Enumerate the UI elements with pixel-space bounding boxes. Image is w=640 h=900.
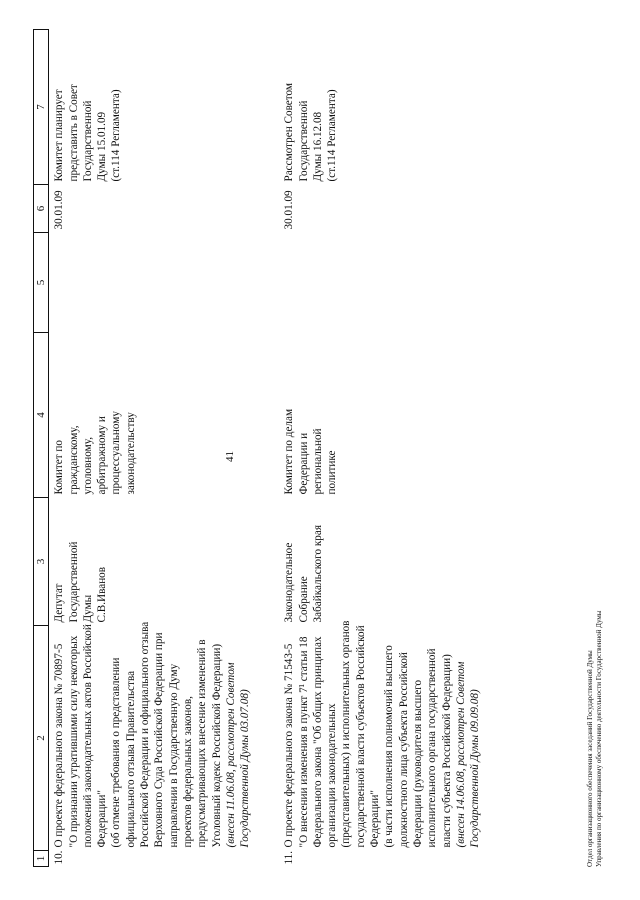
footer-line: Управления по организационному обеспечению деятельности Государственной Думы [595,610,603,867]
initiator-line: С.В.Иванов [96,566,109,623]
initiator-line: Законодательное [283,542,296,623]
status [276,30,482,185]
description-line: предусматривающих внесение изменений в [196,639,209,848]
table-header-row [34,30,49,867]
initiator-line: Депутат [53,583,66,623]
description-line: О проекте федерального закона № 71543-5 [283,643,296,848]
description-line: исполнительного органа государственной [426,648,439,848]
column-header: 6 [34,185,49,233]
status-line: (ст.114 Регламента) [110,89,123,182]
description-line: государственной власти субъектов Российской [354,625,367,848]
row-number: 11. [283,850,296,865]
column-header: 3 [34,498,49,626]
page-footer [586,611,604,867]
table-row [276,30,482,867]
committee-line: региональной [311,428,324,495]
committee-line: Комитет по делам [283,408,296,495]
submission-note: (внесен 14.06.08, рассмотрен Советом [454,661,467,848]
description-line: (об отмене требования о представлении [110,657,123,848]
table-row [49,30,277,867]
status-line: Думы 16.12.08 [311,111,324,182]
initiator [49,498,277,626]
committee-line: политике [326,450,339,495]
description-line: (представительных) и исполнительных органов [340,620,353,848]
status-line: (ст.114 Регламента) [326,89,339,182]
submission-note: (внесен 11.06.08, рассмотрен Советом [224,662,237,848]
bill-description [276,620,482,851]
description-line: (в части исполнения полномочий высшего [383,645,396,848]
column-5-cell [276,233,482,333]
page-number: 41 [224,451,236,462]
status-line: Думы 15.01.09 [96,111,109,182]
bill-description [49,621,277,851]
footer-line: Отдел организационного обеспечения заседаний Государственной Думы [586,650,594,867]
committee-line: законодательству [124,412,137,495]
description-line: Федерации" [96,790,109,848]
bills-table [33,29,482,867]
description-line: Федерации" [369,790,382,848]
initiator-line: Государственной [67,541,80,623]
column-header: 1 [34,851,49,867]
description-line: власти субъекта Российской Федерации) [440,654,453,848]
description-line: "О внесении изменения в пункт 7¹ статьи 18 [297,636,310,848]
description-line: Уголовный кодекс Российской Федерации) [210,643,223,848]
submission-note: Государственной Думы 03.07.08) [239,689,252,848]
column-header: 4 [34,333,49,498]
description-line: Федерации (руководителя высшего [411,679,424,848]
committee-line: арбитражному и [96,416,109,495]
description-line: Российской Федерации и официального отзыва [139,621,152,848]
status-line: Государственной [81,100,94,182]
committee-line: уголовному, [81,436,94,495]
committee-line: Комитет по [53,440,66,495]
status [49,30,277,185]
description-line: Верховного Суда Российской Федерации при [153,632,166,848]
committee-line: процессуальному [110,411,123,495]
committee-line: гражданскому, [67,425,80,495]
status-line: Рассмотрен Советом [283,83,296,182]
status-line: Комитет планирует [53,89,66,182]
description-line: О проекте федерального закона № 70897-5 [53,643,66,848]
status-line: Государственной [297,100,310,182]
committee [276,333,482,498]
submission-note: Государственной Думы 09.09.08) [469,689,482,848]
description-line: положений законодательных актов Российской [81,624,94,848]
initiator-line: Думы [81,594,94,623]
date: 30.01.09 [53,190,66,230]
description-line: официального отзыва Правительства [124,670,137,848]
description-line: организации законодательных [326,703,339,848]
status-line: представить в Совет [67,84,80,182]
committee-line: Федерации и [297,432,310,495]
description-line: Федерального закона "Об общих принципах [311,636,324,848]
initiator-line: Забайкальского края [311,525,324,623]
committee [49,333,277,498]
column-header: 2 [34,626,49,851]
initiator [276,498,482,626]
initiator-line: Собрание [297,576,310,623]
column-5-cell [49,233,277,333]
row-number: 10. [53,850,66,865]
column-header: 5 [34,233,49,333]
description-line: должностного лица субъекта Российской [397,652,410,848]
description-line: направлении в Государственную Думу [167,663,180,848]
description-line: "О признании утратившими силу некоторых [67,635,80,848]
date: 30.01.09 [283,190,296,230]
column-header: 7 [34,30,49,185]
description-line: проектов федеральных законов, [181,696,194,848]
